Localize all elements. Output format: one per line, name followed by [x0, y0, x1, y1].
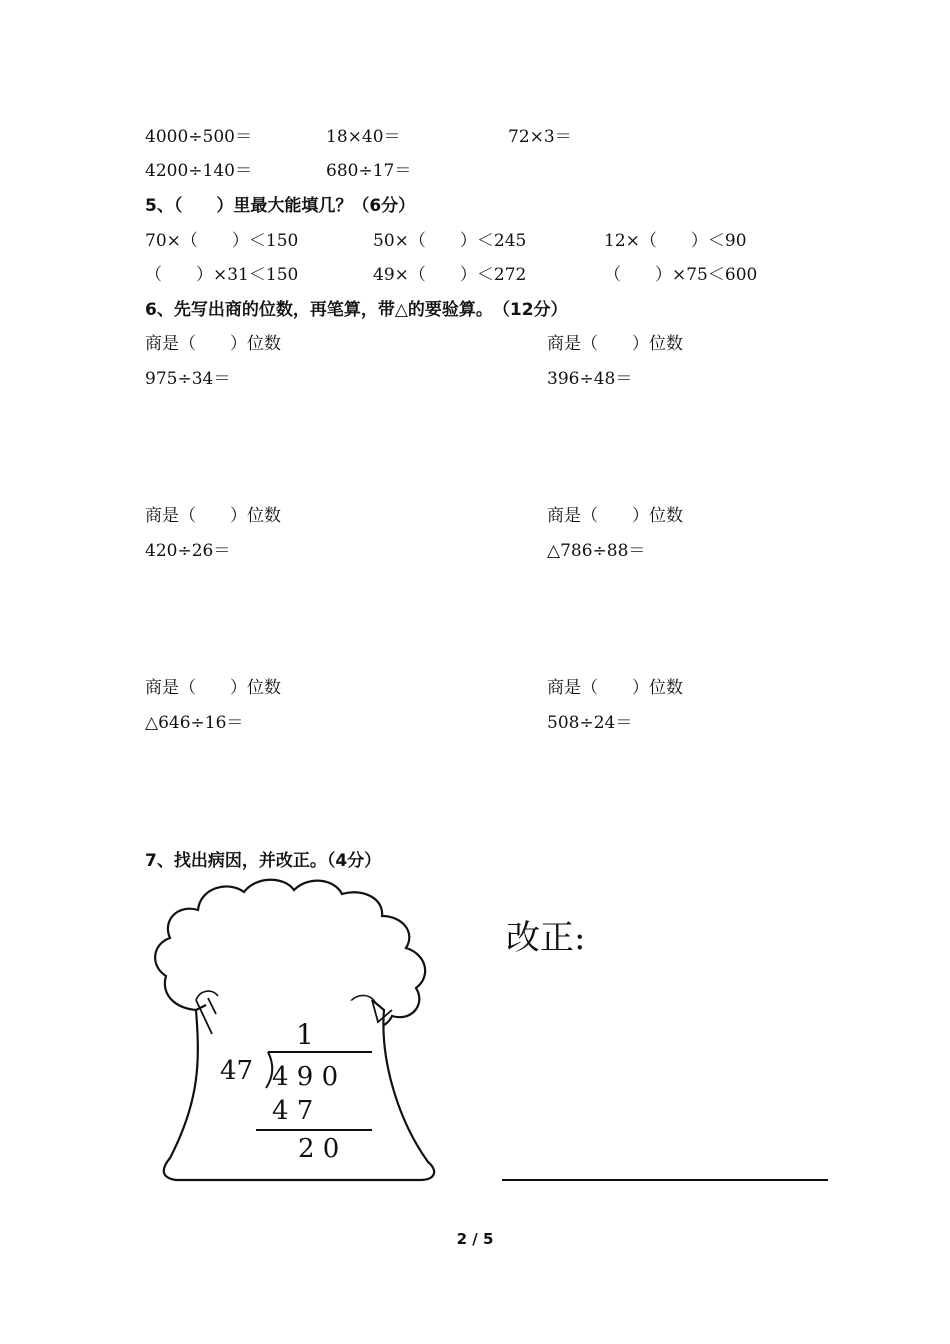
- q4-item: 680÷17＝: [326, 161, 412, 181]
- division-product: 4 7: [272, 1096, 314, 1126]
- q6-digits-label: 商是（ ）位数: [145, 334, 281, 354]
- q7-heading: 7、找出病因，并改正。（4分）: [145, 851, 382, 871]
- q6-problem: 420÷26＝: [145, 541, 231, 561]
- q6-digits-label: 商是（ ）位数: [547, 334, 683, 354]
- q6-problem: △786÷88＝: [547, 541, 646, 561]
- q5-heading: 5、（ ）里最大能填几？（6分）: [145, 196, 416, 216]
- q4-item: 72×3＝: [508, 127, 572, 147]
- division-quotient: 1: [296, 1018, 314, 1051]
- q4-item: 4000÷500＝: [145, 127, 252, 147]
- q6-digits-label: 商是（ ）位数: [145, 678, 281, 698]
- q5-item: （ ）×31＜150: [145, 265, 299, 285]
- page-number: 2 / 5: [456, 1230, 494, 1248]
- q5-item: 50×（ ）＜245: [373, 231, 527, 251]
- q4-item: 18×40＝: [326, 127, 401, 147]
- q6-problem: 508÷24＝: [547, 713, 633, 733]
- division-dividend: 4 9 0: [272, 1062, 339, 1092]
- q4-item: 4200÷140＝: [145, 161, 252, 181]
- q6-digits-label: 商是（ ）位数: [145, 506, 281, 526]
- correction-label: 改正:: [506, 918, 586, 958]
- q5-item: 12×（ ）＜90: [604, 231, 747, 251]
- q6-digits-label: 商是（ ）位数: [547, 678, 683, 698]
- q6-digits-label: 商是（ ）位数: [547, 506, 683, 526]
- q5-item: （ ）×75＜600: [604, 265, 758, 285]
- q6-problem: 396÷48＝: [547, 369, 633, 389]
- q6-problem: △646÷16＝: [145, 713, 244, 733]
- q6-heading: 6、先写出商的位数，再笔算，带△的要验算。 （12分）: [145, 300, 568, 320]
- division-divisor: 47: [220, 1056, 254, 1086]
- q5-item: 70×（ ）＜150: [145, 231, 299, 251]
- q6-problem: 975÷34＝: [145, 369, 231, 389]
- q5-item: 49×（ ）＜272: [373, 265, 527, 285]
- division-remainder: 2 0: [298, 1134, 340, 1164]
